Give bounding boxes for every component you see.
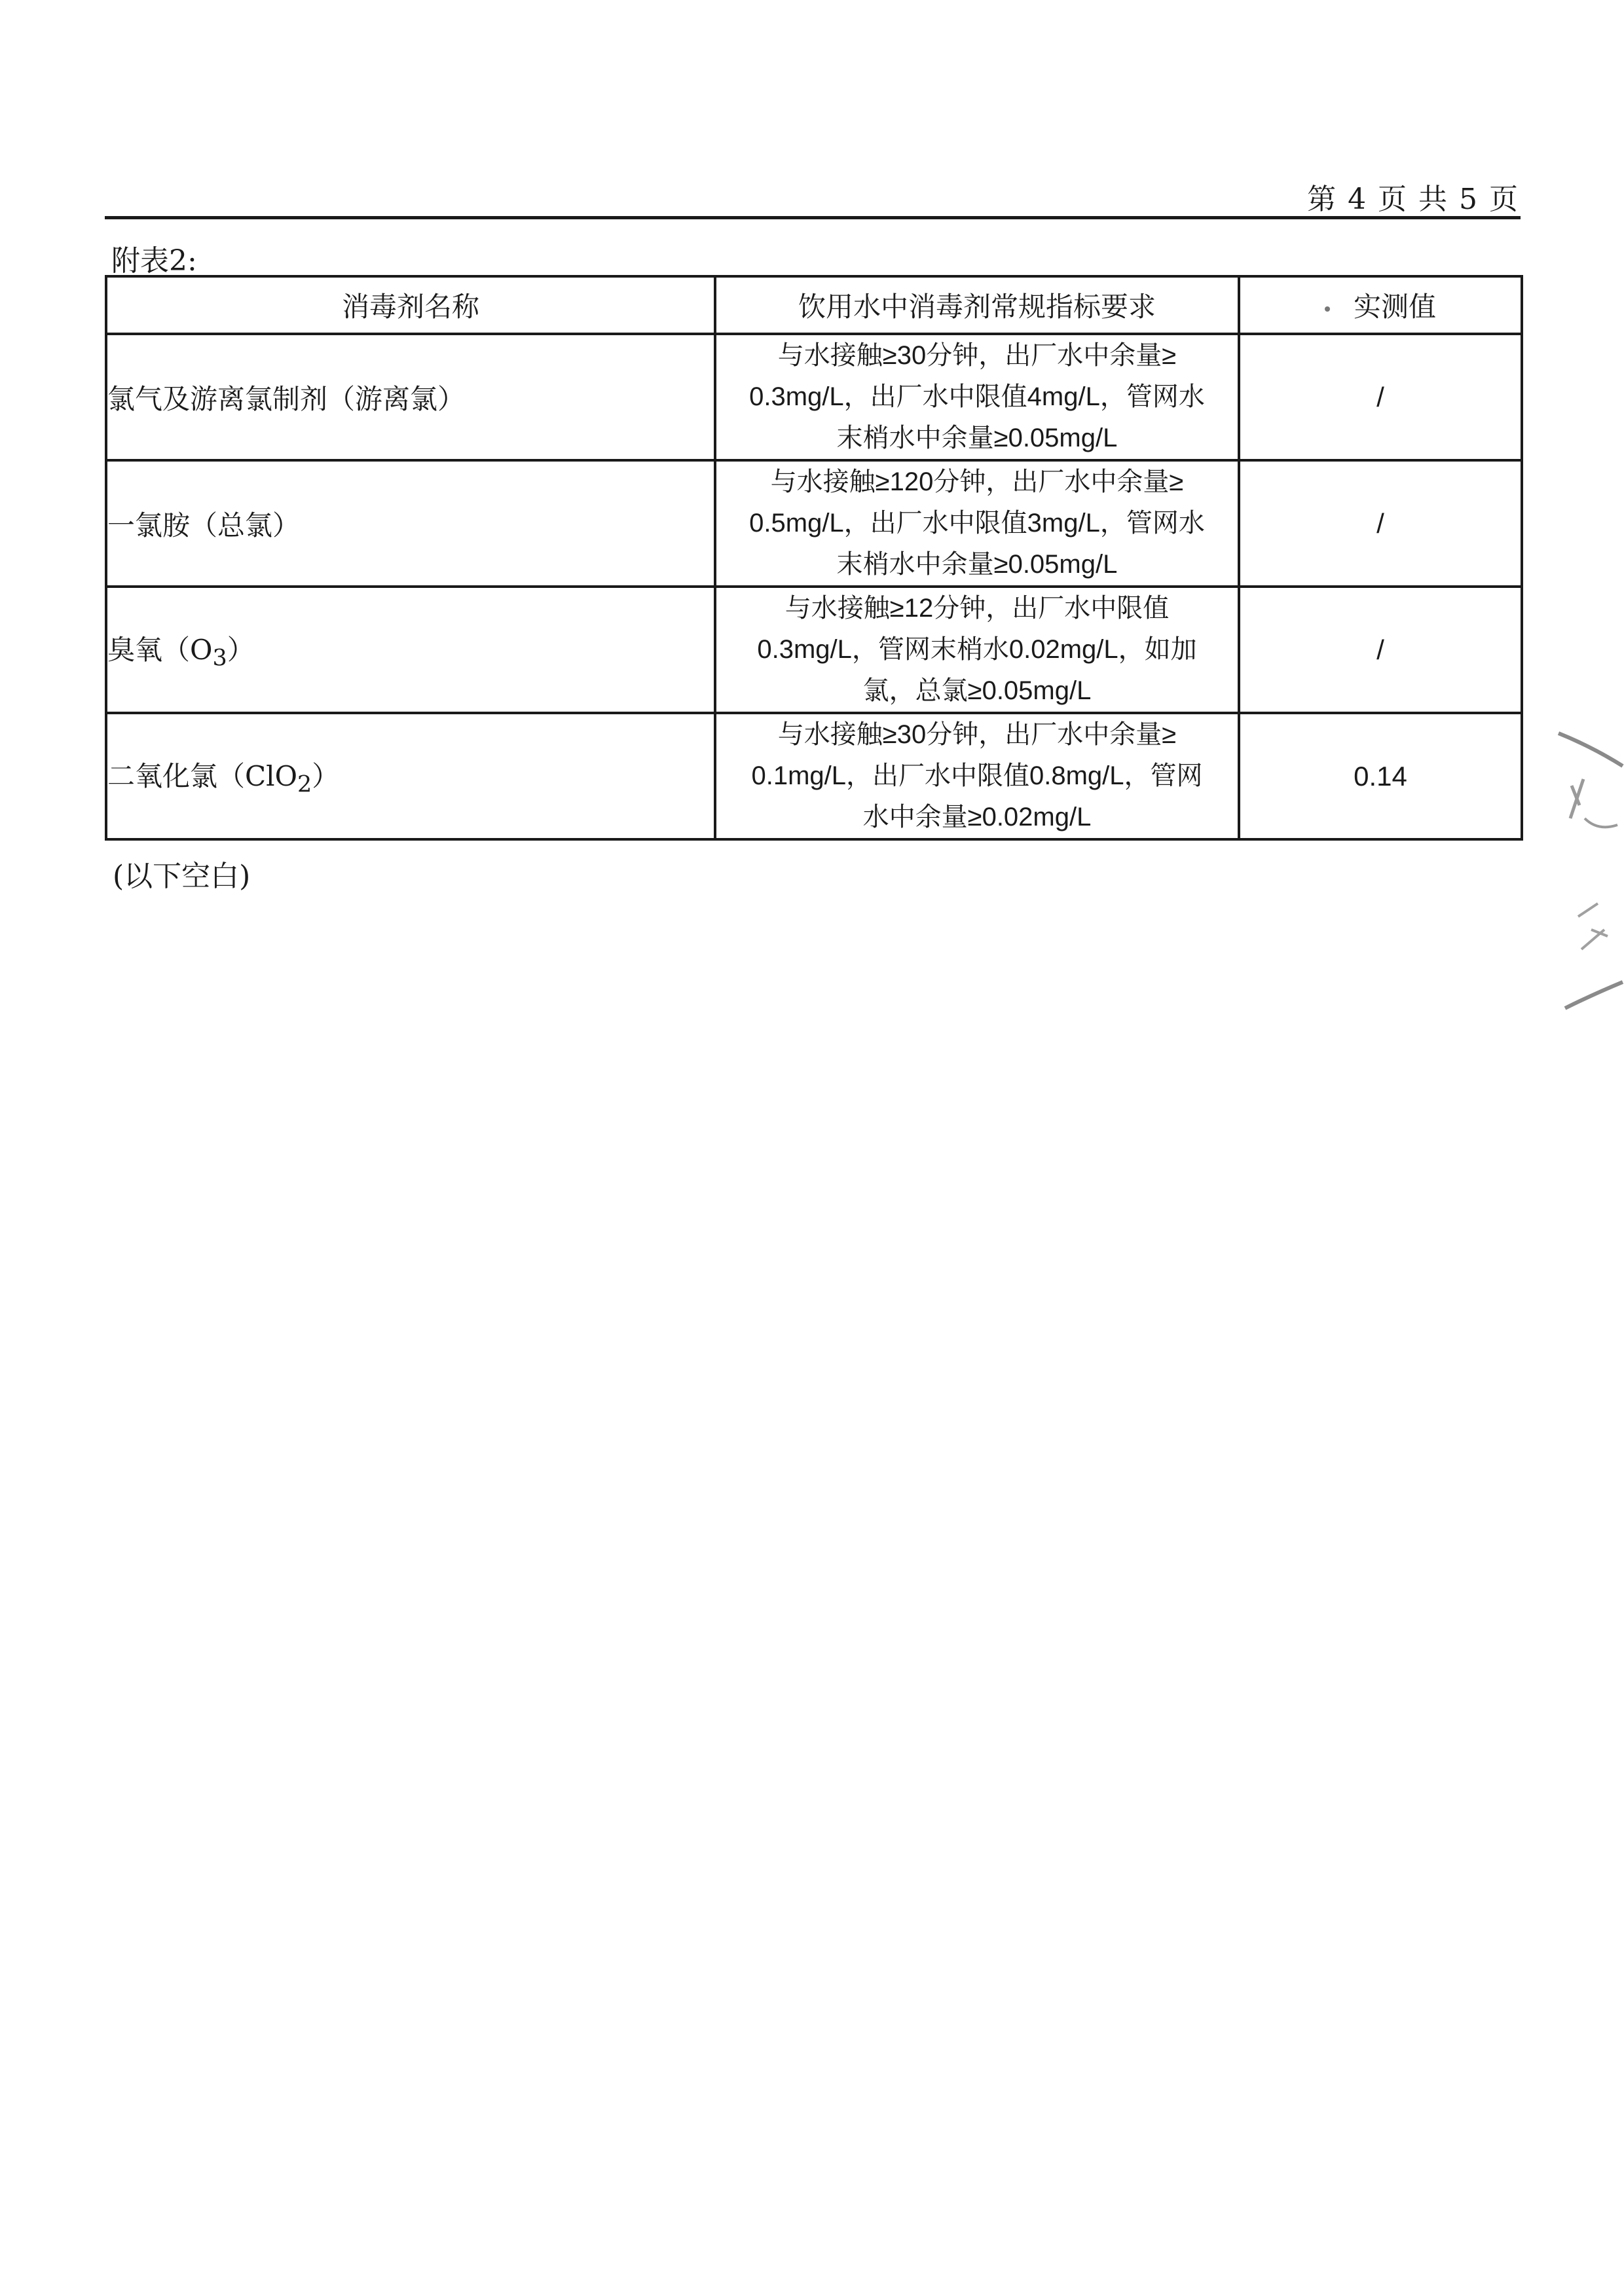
column-header-measured: 实测值 <box>1239 276 1522 334</box>
requirement-line: 末梢水中余量≥0.05mg/L <box>836 424 1118 452</box>
requirement-line: 0.3mg/L，管网末梢水0.02mg/L，如加 <box>757 635 1197 664</box>
requirement-cell <box>715 334 1239 460</box>
table-row <box>106 713 1522 839</box>
table-row <box>106 460 1522 587</box>
measured-value: / <box>1239 334 1522 460</box>
requirement-line: 与水接触≥30分钟，出厂水中余量≥ <box>777 341 1177 370</box>
disinfectant-name: 一氯胺（总氯） <box>106 460 715 587</box>
measured-value: 0.14 <box>1239 713 1522 839</box>
disinfectant-name: 氯气及游离氯制剂（游离氯） <box>106 334 715 460</box>
requirement-line: 与水接触≥120分钟，出厂水中余量≥ <box>770 467 1184 496</box>
column-header-name: 消毒剂名称 <box>106 276 715 334</box>
table-caption: 附表2: <box>111 244 197 278</box>
requirement-line: 0.5mg/L，出厂水中限值3mg/L，管网水 <box>749 509 1205 538</box>
seal-fragment <box>1552 720 1624 1028</box>
table-header-row <box>106 276 1522 334</box>
requirement-line: 水中余量≥0.02mg/L <box>862 803 1092 831</box>
disinfectant-table <box>105 275 1523 841</box>
dot-mark <box>1325 306 1330 312</box>
column-header-requirement: 饮用水中消毒剂常规指标要求 <box>715 276 1239 334</box>
requirement-cell <box>715 587 1239 713</box>
requirement-line: 末梢水中余量≥0.05mg/L <box>836 550 1118 579</box>
disinfectant-name: 二氧化氯（ClO$_2$） <box>106 713 715 839</box>
measured-value: / <box>1239 587 1522 713</box>
page-number: 第 4 页 共 5 页 <box>1307 183 1519 216</box>
measured-value: / <box>1239 460 1522 587</box>
table-row <box>106 334 1522 460</box>
blank-note: (以下空白) <box>113 860 251 893</box>
requirement-line: 0.3mg/L，出厂水中限值4mg/L，管网水 <box>749 382 1205 411</box>
requirement-line: 与水接触≥12分钟，出厂水中限值 <box>784 594 1170 623</box>
requirement-line: 氯，总氯≥0.05mg/L <box>862 676 1092 705</box>
requirement-line: 0.1mg/L，出厂水中限值0.8mg/L，管网 <box>751 761 1203 790</box>
requirement-cell <box>715 460 1239 587</box>
table-row <box>106 587 1522 713</box>
disinfectant-name: 臭氧$(O_3)$ <box>106 587 715 713</box>
header-rule <box>105 216 1521 219</box>
requirement-line: 与水接触≥30分钟，出厂水中余量≥ <box>777 720 1177 749</box>
requirement-cell <box>715 713 1239 839</box>
